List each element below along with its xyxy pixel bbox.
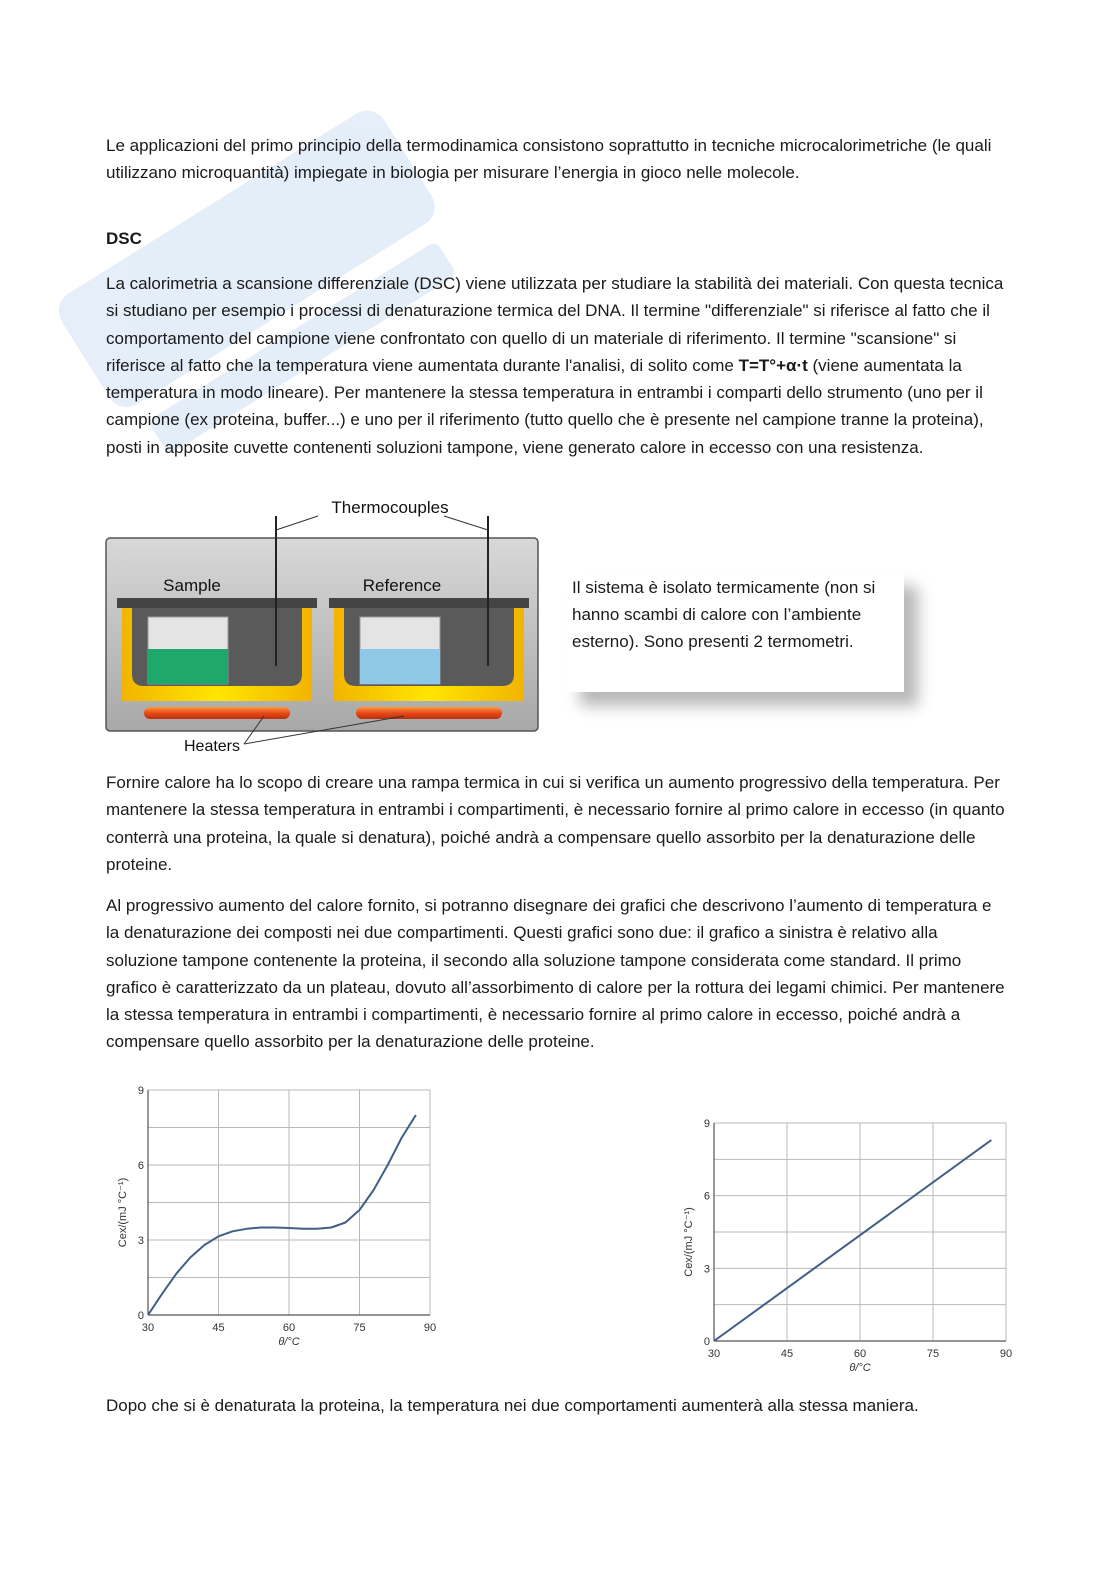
after-paragraph: Dopo che si è denaturata la proteina, la temperatura nei due comportamenti aumenterà alla stessa maniera. <box>106 1396 919 1415</box>
sample-liquid <box>148 649 228 684</box>
chart-sample-curve <box>108 1082 448 1358</box>
x-tick-label: 45 <box>780 1348 794 1360</box>
ramp-paragraph: Fornire calore ha lo scopo di creare una rampa termica in cui si verifica un aumento progressivo della temperatura. Per mantenere la stessa temperatura in entrambi i compartimenti, è necessario fornire al primo calore in eccesso (in quanto conterrà una proteina, la quale si denatura), poiché andrà a compensare quello assorbito per la denaturazione delle proteine. <box>106 773 1005 874</box>
x-tick-label: 60 <box>282 1322 296 1334</box>
heater-reference <box>356 707 502 719</box>
y-tick-label: 0 <box>703 1336 710 1348</box>
dsc-text-part1: La calorimetria a scansione differenziale (DSC) viene utilizzata per studiare la stabilità dei materiali. Con questa tecnica si studiano per esempio i processi di denaturazione termica del DNA. Il termine "differenziale" si riferisce al fatto che il comportamento del campione viene confrontato con quello di un materiale di riferimento. Il termine "scansione" si riferisce al fatto che la temperatura viene aumentata durante l'analisi, di solito come <box>106 274 1004 375</box>
y-tick-label: 9 <box>703 1118 710 1130</box>
section-heading-dsc: DSC <box>106 229 142 248</box>
y-tick-label: 9 <box>137 1085 144 1097</box>
intro-paragraph: Le applicazioni del primo principio della termodinamica consistono soprattutto in tecniche microcalorimetriche (le quali utilizzano microquantità) impiegate in biologia per misurare l’energia in gioco nelle molecole. <box>106 136 992 183</box>
dsc-formula: T=T°+α·t <box>738 355 808 375</box>
y-tick-label: 3 <box>703 1263 710 1276</box>
callout-box: Il sistema è isolato termicamente (non si hanno scambi di calore con l’ambiente esterno). Sono presenti 2 termometri. <box>566 572 904 692</box>
x-tick-label: 60 <box>853 1348 867 1360</box>
x-axis-label: θ/°C <box>278 1336 300 1348</box>
thermocouples-label: Thermocouples <box>331 498 449 517</box>
x-tick-label: 45 <box>212 1322 225 1334</box>
graphs-paragraph: Al progressivo aumento del calore fornito, si potranno disegnare dei grafici che descrivono l’aumento di temperatura e la denaturazione dei composti nei due compartimenti. Questi grafici sono due: il grafico a sinistra è relativo alla soluzione tampone contenente la proteina, il secondo alla soluzione tampone considerata come standard. Il primo grafico è caratterizzato da un plateau, dovuto all’assorbimento di calore per la rottura dei legami chimici. Per mantenere la stessa temperatura in entrambi i compartimenti, è necessario fornire al primo calore in eccesso, poiché andrà a compensare quello assorbito per la denaturazione delle proteine. <box>106 896 1005 1052</box>
dsc-apparatus-diagram <box>104 496 544 758</box>
y-axis-label: Cex/(mJ °C⁻¹) <box>117 1177 129 1248</box>
dsc-paragraph <box>106 270 1006 461</box>
chart-reference-line <box>670 1110 1020 1382</box>
series-line <box>148 1115 416 1315</box>
heaters-label: Heaters <box>183 738 241 755</box>
y-axis-label: Cex/(mJ °C⁻¹) <box>683 1207 695 1277</box>
heater-sample <box>144 707 290 719</box>
dsc-text-part2: (viene aumentata la temperatura in modo lineare). Per mantenere la stessa temperatura in entrambi i comparti dello strumento (uno per il campione (ex proteina, buffer...) e uno per il riferimento (tutto quello che è presente nel campione tranne la proteina), posti in apposite cuvette contenenti soluzioni tampone, viene generato calore in eccesso con una resistenza. <box>106 355 984 457</box>
x-tick-label: 30 <box>141 1322 155 1334</box>
x-axis-label: θ/°C <box>849 1362 871 1374</box>
reference-label: Reference <box>362 576 442 595</box>
series-line <box>714 1140 991 1341</box>
x-tick-label: 75 <box>353 1322 366 1334</box>
reference-liquid <box>360 649 440 684</box>
x-tick-label: 90 <box>999 1348 1013 1360</box>
x-tick-label: 90 <box>423 1322 437 1334</box>
x-tick-label: 75 <box>926 1348 940 1360</box>
y-tick-label: 3 <box>137 1235 144 1247</box>
x-tick-label: 30 <box>707 1348 721 1360</box>
sample-label: Sample <box>163 576 221 595</box>
y-tick-label: 6 <box>137 1160 144 1172</box>
y-tick-label: 0 <box>137 1310 144 1322</box>
y-tick-label: 6 <box>703 1190 710 1203</box>
